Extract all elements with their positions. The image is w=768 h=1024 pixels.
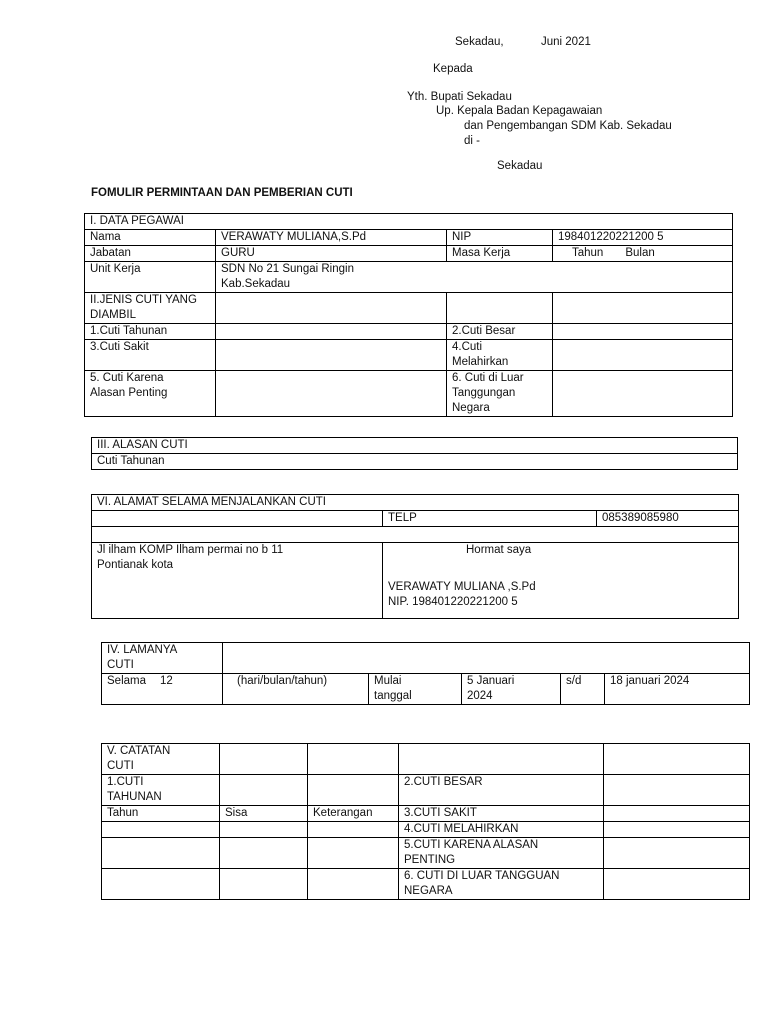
cuti-melahirkan-label — [447, 340, 553, 371]
telp-value[interactable]: 085389085980 — [597, 511, 739, 527]
section4-title-line2: CUTI — [107, 659, 134, 671]
catatan-keterangan-cell-2[interactable] — [308, 838, 399, 869]
jabatan-label: Jabatan — [85, 246, 216, 262]
section5-title-line2: CUTI — [107, 760, 134, 772]
catatan-cuti-besar-value[interactable] — [604, 775, 750, 806]
catatan-tahun-cell-2[interactable] — [102, 838, 220, 869]
section2-title-line2: DIAMBIL — [90, 309, 137, 321]
start-date-line2: 2024 — [467, 690, 493, 702]
catatan-cuti-melahirkan: 4.CUTI MELAHIRKAN — [399, 822, 604, 838]
nama-label: Nama — [85, 230, 216, 246]
section3-title: III. ALASAN CUTI — [92, 438, 738, 454]
selama-cell — [102, 674, 223, 705]
cuti-luar-line3: Negara — [452, 402, 490, 414]
unit-kerja-value — [216, 262, 733, 293]
letter-di: di - — [464, 135, 480, 147]
cuti-alasan-check[interactable] — [216, 371, 447, 417]
cuti-alasan-line1: 5. Cuti Karena — [90, 372, 164, 384]
catatan-sisa-cell-3[interactable] — [220, 869, 308, 900]
catatan-cuti-luar-line2: NEGARA — [404, 885, 453, 897]
hormat-saya: Hormat saya — [466, 544, 532, 556]
section2-title — [85, 293, 216, 324]
catatan-sisa-cell-1[interactable] — [220, 822, 308, 838]
catatan-cuti-tahunan-line1: 1.CUTI — [107, 776, 144, 788]
satuan-label: (hari/bulan/tahun) — [223, 674, 369, 705]
catatan-cuti-table — [101, 743, 750, 900]
cuti-besar-label: 2.Cuti Besar — [447, 324, 553, 340]
section5-title-line1: V. CATATAN — [107, 745, 171, 757]
cuti-melahirkan-line2: Melahirkan — [452, 356, 509, 368]
letter-kepada: Kepada — [433, 63, 473, 75]
catatan-cuti-luar — [399, 869, 604, 900]
tahun-label: Tahun — [572, 247, 604, 259]
alamat-line2: Pontianak kota — [97, 559, 174, 571]
catatan-cuti-luar-line1: 6. CUTI DI LUAR TANGGUAN — [404, 870, 560, 882]
nip-label: NIP — [447, 230, 553, 246]
telp-label: TELP — [383, 511, 597, 527]
section1-title: I. DATA PEGAWAI — [85, 214, 733, 230]
cuti-sakit-check[interactable] — [216, 340, 447, 371]
signer-nip: NIP. 198401220221200 5 — [388, 596, 518, 608]
cuti-melahirkan-check[interactable] — [553, 340, 733, 371]
catatan-empty-4 — [604, 744, 750, 775]
letter-up-line1: Up. Kepala Badan Kepagawaian — [436, 105, 603, 117]
section2-title-line1: II.JENIS CUTI YANG — [90, 294, 197, 306]
jabatan-value: GURU — [216, 246, 447, 262]
start-date-line1: 5 Januari — [467, 675, 515, 687]
signature-block — [383, 543, 739, 619]
data-pegawai-table — [84, 213, 733, 417]
catatan-sisa-header: Sisa — [220, 806, 308, 822]
cuti-alasan-line2: Alasan Penting — [90, 387, 168, 399]
mulai-line2: tanggal — [374, 690, 412, 702]
catatan-tahun-header: Tahun — [102, 806, 220, 822]
cuti-tahunan-label: 1.Cuti Tahunan — [85, 324, 216, 340]
catatan-cuti-sakit-value[interactable] — [604, 806, 750, 822]
section2-empty-2 — [447, 293, 553, 324]
nama-value: VERAWATY MULIANA,S.Pd — [216, 230, 447, 246]
lamanya-cuti-table — [101, 642, 750, 705]
letter-place: Sekadau, — [455, 36, 504, 48]
alamat-spacer-row — [92, 527, 739, 543]
form-title: FOMULIR PERMINTAAN DAN PEMBERIAN CUTI — [91, 187, 353, 199]
catatan-keterangan-header: Keterangan — [308, 806, 399, 822]
catatan-empty-5 — [220, 775, 308, 806]
catatan-cuti-alasan — [399, 838, 604, 869]
unit-kerja-line2: Kab.Sekadau — [221, 278, 291, 290]
nip-value: 198401220221200 5 — [553, 230, 733, 246]
selama-label: Selama — [107, 675, 146, 687]
catatan-cuti-alasan-value[interactable] — [604, 838, 750, 869]
catatan-empty-1 — [220, 744, 308, 775]
section4-title — [102, 643, 223, 674]
selama-value: 12 — [160, 675, 173, 687]
alamat-cuti-table — [91, 494, 739, 619]
catatan-empty-3 — [399, 744, 604, 775]
masa-kerja-value — [553, 246, 733, 262]
catatan-cuti-alasan-line2: PENTING — [404, 854, 456, 866]
mulai-line1: Mulai — [374, 675, 402, 687]
cuti-sakit-label: 3.Cuti Sakit — [85, 340, 216, 371]
cuti-alasan-label — [85, 371, 216, 417]
alasan-cuti-value[interactable]: Cuti Tahunan — [92, 454, 738, 470]
catatan-cuti-sakit: 3.CUTI SAKIT — [399, 806, 604, 822]
cuti-luar-check[interactable] — [553, 371, 733, 417]
catatan-keterangan-cell-3[interactable] — [308, 869, 399, 900]
catatan-cuti-luar-value[interactable] — [604, 869, 750, 900]
section2-empty-1 — [216, 293, 447, 324]
cuti-luar-line1: 6. Cuti di Luar — [452, 372, 524, 384]
unit-kerja-label: Unit Kerja — [85, 262, 216, 293]
unit-kerja-line1: SDN No 21 Sungai Ringin — [221, 263, 354, 275]
catatan-sisa-cell-2[interactable] — [220, 838, 308, 869]
cuti-tahunan-check[interactable] — [216, 324, 447, 340]
section5-title — [102, 744, 220, 775]
catatan-cuti-tahunan-line2: TAHUNAN — [107, 791, 162, 803]
alamat-empty — [92, 511, 383, 527]
alasan-cuti-table — [91, 437, 738, 470]
masa-kerja-label: Masa Kerja — [447, 246, 553, 262]
alamat-line1: Jl ilham KOMP Ilham permai no b 11 — [97, 544, 284, 556]
section4-title-line1: IV. LAMANYA — [107, 644, 178, 656]
catatan-cuti-besar: 2.CUTI BESAR — [399, 775, 604, 806]
cuti-luar-line2: Tanggungan — [452, 387, 516, 399]
catatan-tahun-cell-3[interactable] — [102, 869, 220, 900]
cuti-besar-check[interactable] — [553, 324, 733, 340]
alamat-value[interactable] — [92, 543, 383, 619]
section6-title: VI. ALAMAT SELAMA MENJALANKAN CUTI — [92, 495, 739, 511]
catatan-tahun-cell-1[interactable] — [102, 822, 220, 838]
letter-recipient: Yth. Bupati Sekadau — [407, 91, 512, 103]
catatan-empty-2 — [308, 744, 399, 775]
signer-name: VERAWATY MULIANA ,S.Pd — [388, 581, 536, 593]
bulan-label: Bulan — [625, 247, 655, 259]
section4-empty — [223, 643, 750, 674]
catatan-cuti-tahunan — [102, 775, 220, 806]
catatan-cuti-alasan-line1: 5.CUTI KARENA ALASAN — [404, 839, 539, 851]
catatan-empty-6 — [308, 775, 399, 806]
cuti-melahirkan-line1: 4.Cuti — [452, 341, 483, 353]
section2-empty-3 — [553, 293, 733, 324]
letter-city: Sekadau — [497, 160, 543, 172]
start-date — [462, 674, 561, 705]
letter-date: Juni 2021 — [541, 36, 591, 48]
catatan-cuti-melahirkan-value[interactable] — [604, 822, 750, 838]
letter-up-line2: dan Pengembangan SDM Kab. Sekadau — [464, 120, 672, 132]
end-date: 18 januari 2024 — [605, 674, 750, 705]
cuti-luar-label — [447, 371, 553, 417]
sd-label: s/d — [561, 674, 605, 705]
catatan-keterangan-cell-1[interactable] — [308, 822, 399, 838]
mulai-label — [369, 674, 462, 705]
